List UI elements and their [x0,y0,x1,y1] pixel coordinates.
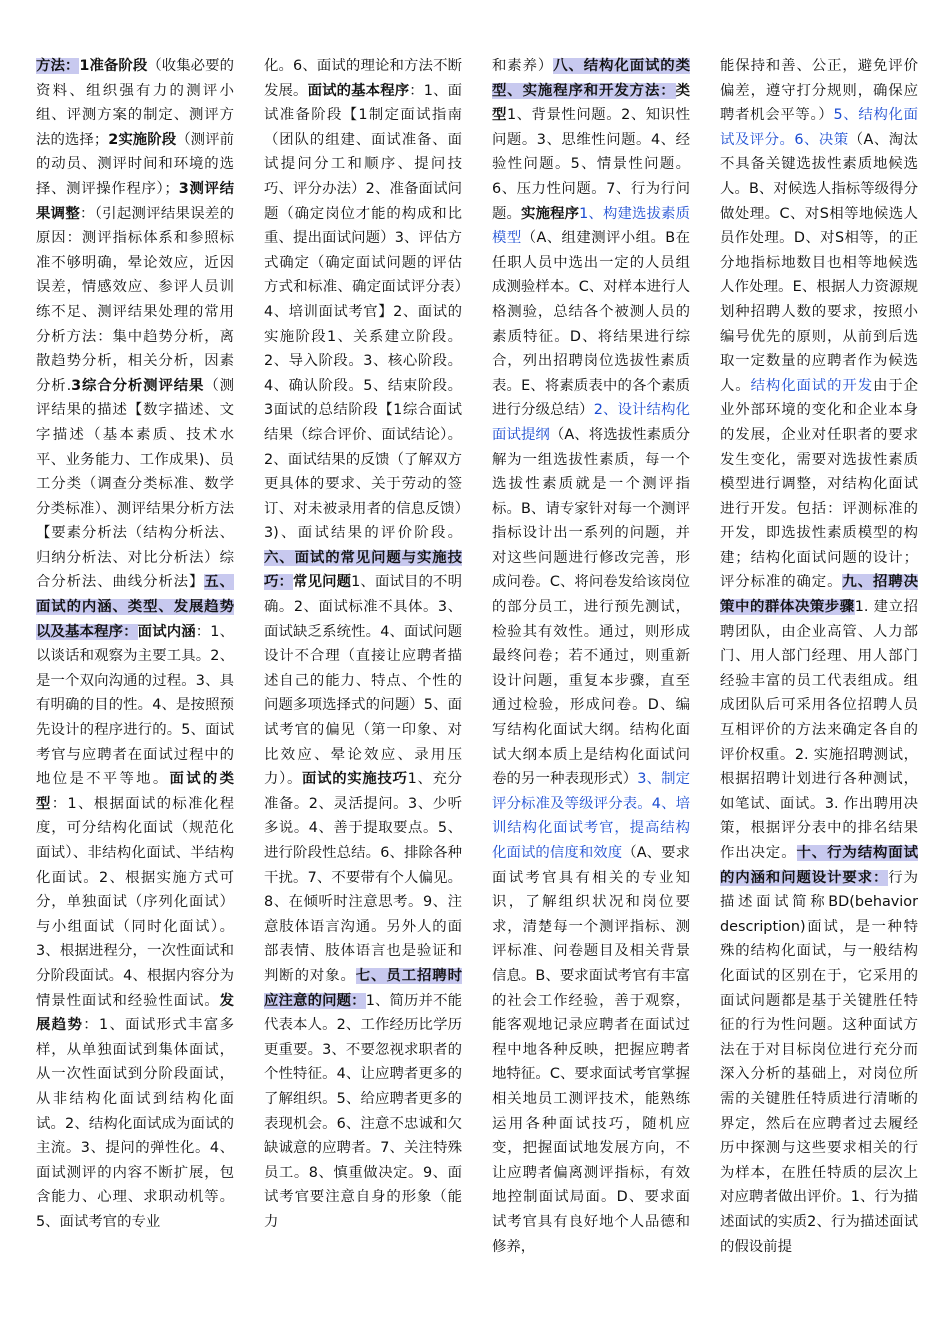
highlighted-step-text: 1、构建选拔素质模型 [492,205,690,247]
body-text: 能保持和善、公正，避免评价偏差，遵守打分规则，确保应聘者机会平等。） [720,58,918,124]
bold-term: 2实施阶段 [108,131,177,148]
text-column-2 [264,54,462,1334]
body-text: 化。6、面试的理论和方法不断发展。 [264,58,462,99]
bold-term: 实施程序 [521,205,580,222]
body-text: 1、充分准备。2、灵活提问。3、少听多说。4、善于提取要点。5、进行阶段性总结。6、排除各种干扰。7、不要带有个人偏见。8、在倾听时注意思考。9、注意肢体语言沟通。另外人的面部表情、肢体语言也是验证和判断的对象。 [264,771,462,984]
bold-term: 发展趋势 [36,992,234,1034]
text-column-1 [36,54,234,1334]
body-text: （测评结果的描述【数字描述、文字描述（基本素质、技术水平、业务能力、工作成果)、员工分类（调查分类标准、数学分类标准）、测评结果分析方法【要素分析法（结构分析法、归纳分析法、对比分析法）综合分析法、曲线分析法】 [36,377,234,591]
highlighted-step-text: 5、结构化面试及评分。6、决策 [720,107,918,148]
highlighted-step-text: 2、设计结构化面试提纲 [492,402,690,443]
bold-term: 面试的类型 [36,771,234,812]
bold-term: 常见问题 [293,574,352,591]
body-text: ：（引起测评结果误差的原因：测评指标体系和参照标准不够明确，晕论效应，近因误差，情感效应、参评人员训练不足、测评结果处理的常用分析方法：集中趋势分析，离散趋势分析，相关分析，因素分析. [36,205,234,394]
section-heading: 方法： [36,58,80,74]
bold-term: 3测评结果调整 [36,180,234,222]
document-page [36,54,918,1334]
bold-term: 1准备阶段 [79,58,148,74]
section-heading: 五、面试的内涵、类型、发展趋势以及基本程序： [36,574,234,640]
text-column-3 [492,54,690,1334]
text-column-4 [720,54,918,1334]
body-text: 由于企业外部环境的变化和企业本身的发展，企业对任职者的要求发生变化，需要对选拔性素质模型进行调整，对结构化面试进行开发。包括：评测标准的开发，即选拔性素质模型的构建；结构化面试问题的设计；评分标准的确定。 [720,377,918,591]
section-heading: 九、招聘决策中的群体决策步骤 [720,574,918,616]
highlighted-step-text: 结构化面试的开发 [750,377,873,394]
body-text: ：1、面试形式丰富多样，从单独面试到集体面试，从一次性面试到分阶段面试，从非结构化面试到结构化面试。2、结构化面试成为面试的主流。3、提问的弹性化。4、面试测评的内容不断扩展，包含能力、心理、求职动机等。5、面试考官的专业 [36,1017,234,1230]
section-heading: 八、结构化面试的类型、实施程序和开发方法： [492,58,690,99]
section-heading: 六、面试的常见问题与实施技巧： [264,549,462,591]
bold-term: 面试的实施技巧 [302,771,408,788]
body-text: 行为描述面试简称BD(behavior description)面试，是一种特殊的结构化面试，与一般结构化面试的区别在于，它采用的面试问题都是基于关键胜任特征的行为性问题。这种面试方法在于对目标岗位进行充分而深入分析的基础上，对岗位所需的关键胜任特质进行清晰的界定，然后在应聘者过去履经历中探测与这些要求相关的行为样本，在胜任特质的层次上对应聘者做出评价。1、行为描述面试的实质2、行为描述面试的假设前提 [720,869,918,1255]
section-heading: 十、行为结构面试的内涵和问题设计要求： [720,845,918,886]
body-text: （A、组建测评小组。B在任职人员中选出一定的人员组成测验样本。C、对样本进行人格测验，总结各个被测人员的素质特征。D、将结果进行综合，列出招聘岗位选拔性素质表。E、将素质表中的各个素质进行分级总结） [492,230,690,419]
body-text: ：1、以谈话和观察为主要工具。2、是一个双向沟通的过程。3、具有明确的目的性。4、是按照预先设计的程序进行的。5、面试考官与应聘者在面试过程中的地位是不平等地。 [36,623,234,788]
body-text: （A、将选拔性素质分解为一组选拔性素质，每一个选拔性素质就是一个测评指标。B、请专家针对每一个测评指标设计出一系列的问题，并对这些问题进行修改完善，形成问卷。C、将问卷发给该岗位的部分员工，进行预先测试，检验其有效性。通过，则形成最终问卷；若不通过，则重新设计问题，重复本步骤，直至通过检验，形成问卷。D、编写结构化面试大纲。结构化面试大纲本质上是结构化面试问卷的另一种表现形式） [492,426,690,788]
bold-term: 面试的基本程序 [307,82,410,99]
body-text: ：1、根据面试的标准化程度，可分结构化面试（规范化面试）、非结构化面试、半结构化面试。2、根据实施方式可分，单独面试（序列化面试）与小组面试（同时化面试）。3、根据进程分，一次性面试和分阶段面试。4、根据内容分为情景性面试和经验性面试。 [36,795,234,1009]
body-text: （A、淘汰不具备关键选拔性素质地候选人。B、对候选人指标等级得分做处理。C、对S相等地候选人员作处理。D、对S相等，的正分地指标地数目也相等地候选人作处理。E、根据人力资源规划种招聘人数的要求，按照小编号优先的原则，从前到后选取一定数量的应聘者作为候选人。 [720,131,918,394]
body-text: 1. 建立招聘团队，由企业高管、人力部门、用人部门经理、用人部门经验丰富的员工代表组成。组成团队后可采用各位招聘人员互相评价的方法来确定各自的评价权重。2. 实施招聘测试，根据招聘计划进行各种测试，如笔试、面试。3. 作出聘用决策，根据评分表中的排名结果作出决定。 [720,599,918,861]
body-text: ：1、面试准备阶段【1制定面试指南（团队的组建、面试准备、面试提问分工和顺序、提问技巧、评分办法）2、准备面试问题（确定岗位才能的构成和比重、提出面试问题）3、评估方式确定（确定面试问题的评估方式和标准、确定面试评分表）4、培训面试考官】2、面试的实施阶段1、关系建立阶段。2、导入阶段。3、核心阶段。4、确认阶段。5、结束阶段。3面试的总结阶段【1综合面试结果（综合评价、面试结论）。2、面试结果的反馈（了解双方更具体的要求、关于劳动的签订、对未被录用者的信息反馈）3)、面试结果的评价阶段。 [264,82,462,542]
body-text: 1、背景性问题。2、知识性问题。3、思维性问题。4、经验性问题。5、情景性问题。6、压力性问题。7、行为行问题。 [492,107,690,222]
bold-term: 面试内涵 [137,623,196,640]
section-heading: 七、员工招聘时应注意的问题： [264,967,462,1009]
body-text: 1、面试目的不明确。2、面试标准不具体。3、面试缺乏系统性。4、面试问题设计不合理（直接让应聘者描述自己的能力、特点、个性的问题多项选择式的问题）5、面试考官的偏见（第一印象、对比效应、晕论效应、录用压力）。 [264,574,462,788]
body-text: （收集必要的资料、组织强有力的测评小组、评测方案的制定、测评方法的选择； [36,58,234,148]
bold-term: 类型 [492,82,690,124]
body-text: （A、要求面试考官具有相关的专业知识，了解组织状况和岗位要求，清楚每一个测评指标、测评标准、问卷题目及相关背景信息。B、要求面试考官有丰富的社会工作经验，善于观察，能客观地记录应聘者在面试过程中地各种反映，把握应聘者地特征。C、要求面试考官掌握相关地员工测评技术，能熟练运用各种面试技巧，随机应变，把握面试地发展方向，不让应聘者偏离测评指标，有效地控制面试局面。D、要求面试考官具有良好地个人品德和修养， [492,845,690,1255]
body-text: 1、简历并不能代表本人。2、工作经历比学历更重要。3、不要忽视求职者的个性特征。4、让应聘者更多的了解组织。5、给应聘者更多的表现机会。6、注意不忠诚和欠缺诚意的应聘者。7、关注特殊员工。8、慎重做决定。9、面试考官要注意自身的形象（能力 [264,992,462,1230]
body-text: 和素养） [492,58,554,74]
body-text: （测评前的动员、测评时间和环境的选择、测评操作程序）； [36,131,234,197]
highlighted-step-text: 3、制定评分标准及等级评分表。4、培训结构化面试考官，提高结构化面试的信度和效度 [492,771,690,861]
bold-term: 3综合分析测评结果 [71,377,205,394]
